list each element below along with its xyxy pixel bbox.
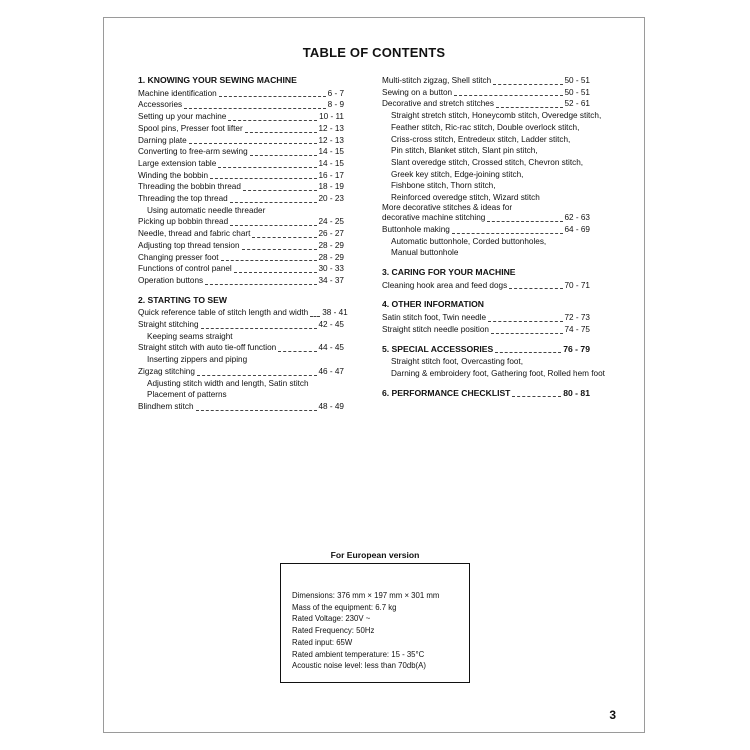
toc-entry (138, 123, 344, 135)
toc-sub-entry: Keeping seams straight (147, 331, 233, 341)
leader-dots (245, 132, 317, 133)
toc-entry-label: Threading the bobbin thread (138, 182, 241, 192)
section-heading: 3. CARING FOR YOUR MACHINE (382, 267, 516, 278)
toc-entry-label: Satin stitch foot, Twin needle (382, 313, 487, 323)
toc-sub-entry: Using automatic needle threader (147, 205, 266, 215)
european-specs-box (280, 563, 470, 683)
toc-entry-pages: 12 - 13 (318, 123, 344, 133)
toc-entry-pages: 20 - 23 (318, 194, 344, 204)
toc-entry-pages: 62 - 63 (564, 213, 590, 223)
toc-entry (138, 88, 344, 100)
toc-entry-pages: 8 - 9 (327, 100, 344, 110)
toc-sub-entry: Automatic buttonhole, Corded buttonholes, (391, 236, 547, 246)
toc-entry (138, 170, 344, 182)
toc-entry-label: Blindhem stitch (138, 401, 194, 411)
toc-sub-entry: Feather stitch, Ric-rac stitch, Double overlock stitch, (391, 122, 580, 132)
leader-dots (228, 120, 317, 121)
toc-entry-label: Straight stitching (138, 320, 199, 330)
toc-entry-pages: 6 - 7 (327, 88, 344, 98)
toc-entry-label: Buttonhole making (382, 224, 450, 234)
section-heading (382, 344, 590, 356)
toc-sub-entry: Manual buttonhole (391, 248, 459, 258)
leader-dots (509, 288, 562, 289)
toc-entry-label: Needle, thread and fabric chart (138, 229, 251, 239)
toc-sub-entry: Greek key stitch, Edge-joining stitch, (391, 169, 524, 179)
toc-entry (138, 319, 344, 331)
toc-entry-label: Winding the bobbin (138, 170, 209, 180)
toc-entry-label: Operation buttons (138, 275, 204, 285)
leader-dots (250, 155, 317, 156)
leader-dots (491, 333, 563, 334)
toc-entry-label: Picking up bobbin thread (138, 217, 229, 227)
toc-entry-label: Setting up your machine (138, 112, 227, 122)
toc-entry-pages: 28 - 29 (318, 240, 344, 250)
toc-entry (382, 324, 590, 336)
toc-entry (138, 366, 344, 378)
toc-entry-label: More decorative stitches & ideas for (382, 202, 513, 212)
leader-dots (196, 410, 317, 411)
leader-dots (189, 143, 317, 144)
leader-dots (512, 396, 561, 397)
spec-line: Rated Frequency: 50Hz (292, 626, 375, 636)
toc-entry (382, 280, 590, 292)
toc-entry-label: Straight stitch needle position (382, 324, 489, 334)
toc-entry-pages: 30 - 33 (318, 264, 344, 274)
toc-entry-pages: 48 - 49 (318, 401, 344, 411)
toc-entry-pages: 72 - 73 (564, 313, 590, 323)
leader-dots (487, 221, 562, 222)
european-version-title: For European version (330, 550, 420, 560)
leader-dots (452, 233, 563, 234)
leader-dots (218, 167, 316, 168)
toc-entry (138, 193, 344, 205)
toc-entry-pages: 38 - 41 (322, 308, 348, 318)
spec-line: Mass of the equipment: 6.7 kg (292, 602, 397, 612)
toc-entry-pages: 70 - 71 (564, 280, 590, 290)
leader-dots (278, 351, 316, 352)
page-number: 3 (609, 708, 616, 722)
toc-sub-entry: Straight stitch foot, Overcasting foot, (391, 357, 523, 367)
toc-entry (138, 99, 344, 111)
toc-entry-label: Zigzag stitching (138, 366, 195, 376)
spec-line: Rated Voltage: 230V ~ (292, 614, 371, 624)
toc-entry-label: Sewing on a button (382, 87, 453, 97)
toc-sub-entry: Darning & embroidery foot, Gathering foot, Rolled hem foot (391, 368, 605, 378)
leader-dots (243, 190, 317, 191)
section-heading: 1. KNOWING YOUR SEWING MACHINE (138, 75, 297, 85)
section-heading: 2. STARTING TO SEW (138, 294, 227, 305)
toc-entry-label: Multi-stitch zigzag, Shell stitch (382, 76, 492, 85)
leader-dots (197, 375, 317, 376)
toc-entry-label: Straight stitch with auto tie-off function (138, 343, 277, 353)
toc-entry-pages: 46 - 47 (318, 366, 344, 376)
toc-entry (138, 307, 348, 319)
leader-dots (219, 96, 326, 97)
leader-dots (184, 108, 325, 109)
leader-dots (205, 284, 316, 285)
toc-entry (138, 252, 344, 264)
toc-entry-label: Changing presser foot (138, 252, 219, 262)
toc-right-column (382, 75, 605, 400)
section-heading-pages: 76 - 79 (563, 343, 590, 354)
toc-entry-label: Converting to free-arm sewing (138, 147, 248, 157)
toc-entry (382, 312, 590, 324)
toc-entry-pages: 12 - 13 (318, 135, 344, 145)
toc-entry-pages: 18 - 19 (318, 182, 344, 192)
toc-entry-label: Large extension table (138, 158, 217, 168)
leader-dots (252, 237, 316, 238)
leader-dots (454, 95, 562, 96)
toc-sub-entry: Placement of patterns (147, 390, 227, 400)
toc-entry-pages: 64 - 69 (564, 224, 590, 234)
section-heading-label: 6. PERFORMANCE CHECKLIST (382, 387, 511, 398)
toc-sub-entry: Adjusting stitch width and length, Satin stitch (147, 378, 309, 388)
leader-dots (230, 202, 317, 203)
toc-sub-entry: Pin stitch, Blanket stitch, Slant pin stitch, (391, 146, 538, 156)
toc-entry-label: Cleaning hook area and feed dogs (382, 280, 508, 290)
toc-entry-pages: 24 - 25 (318, 217, 344, 227)
leader-dots (201, 328, 317, 329)
toc-entry-pages: 26 - 27 (318, 229, 344, 239)
toc-sub-entry: Inserting zippers and piping (147, 355, 248, 365)
toc-sub-entry: Reinforced overedge stitch, Wizard stitch (391, 193, 540, 203)
toc-entry (138, 240, 344, 252)
toc-sub-entry: Criss-cross stitch, Entredeux stitch, Ladder stitch, (391, 134, 571, 144)
toc-entry-pages: 42 - 45 (318, 320, 344, 330)
toc-entry (138, 216, 344, 228)
toc-entry-pages: 14 - 15 (318, 158, 344, 168)
toc-entry-pages: 50 - 51 (564, 76, 590, 85)
leader-dots (210, 178, 316, 179)
toc-sub-entry: Straight stretch stitch, Honeycomb stitch, Overedge stitch, (391, 111, 602, 121)
leader-dots (310, 316, 320, 317)
toc-entry-label: Decorative and stretch stitches (382, 99, 494, 109)
leader-dots (221, 260, 317, 261)
toc-entry (138, 111, 344, 123)
toc-entry (382, 75, 590, 87)
section-heading-pages: 80 - 81 (563, 387, 590, 398)
toc-entry (138, 342, 344, 354)
toc-entry-label: decorative machine stitching (382, 213, 486, 223)
toc-entry-label: Quick reference table of stitch length and width (138, 308, 309, 318)
section-heading-label: 5. SPECIAL ACCESSORIES (382, 343, 494, 354)
toc-entry (382, 212, 590, 224)
toc-entry-label: Darning plate (138, 135, 187, 145)
toc-entry-pages: 10 - 11 (319, 112, 344, 122)
leader-dots (493, 84, 562, 85)
toc-entry-pages: 34 - 37 (318, 275, 344, 285)
toc-entry (138, 263, 344, 275)
spec-line: Acoustic noise level: less than 70db(A) (292, 661, 426, 671)
page-title: TABLE OF CONTENTS (302, 45, 446, 60)
leader-dots (230, 225, 316, 226)
toc-entry (382, 87, 590, 99)
section-heading (382, 388, 590, 400)
toc-entry-label: Spool pins, Presser foot lifter (138, 123, 243, 133)
spec-line: Rated ambient temperature: 15 - 35°C (292, 649, 425, 659)
toc-entry-pages: 52 - 61 (564, 99, 590, 109)
section-heading: 4. OTHER INFORMATION (382, 299, 485, 310)
leader-dots (234, 272, 317, 273)
toc-entry-label: Functions of control panel (138, 264, 232, 274)
toc-entry-pages: 44 - 45 (318, 343, 344, 353)
toc-entry (138, 158, 344, 170)
toc-entry (138, 228, 344, 240)
toc-entry-pages: 16 - 17 (318, 170, 344, 180)
toc-sub-entry: Slant overedge stitch, Crossed stitch, Chevron stitch, (391, 157, 584, 167)
leader-dots (242, 249, 317, 250)
leader-dots (495, 352, 561, 353)
leader-dots (496, 107, 563, 108)
toc-entry-pages: 28 - 29 (318, 252, 344, 262)
toc-entry-label: Accessories (138, 100, 183, 110)
leader-dots (488, 321, 562, 322)
toc-entry (138, 135, 344, 147)
spec-line: Rated input: 65W (292, 637, 353, 647)
toc-entry-label: Threading the top thread (138, 194, 228, 204)
toc-entry-pages: 50 - 51 (564, 87, 590, 97)
toc-entry-pages: 14 - 15 (318, 147, 344, 157)
toc-entry-label: Adjusting top thread tension (138, 240, 240, 250)
toc-left-column (138, 75, 348, 413)
toc-entry (138, 146, 344, 158)
toc-sub-entry: Fishbone stitch, Thorn stitch, (391, 181, 496, 191)
toc-entry-pages: 74 - 75 (564, 324, 590, 334)
toc-entry (382, 98, 590, 110)
toc-entry (138, 181, 344, 193)
toc-entry (382, 224, 590, 236)
toc-entry (138, 275, 344, 287)
toc-entry-label: Machine identification (138, 88, 217, 98)
manual-page (103, 17, 645, 733)
toc-entry (138, 401, 344, 413)
spec-line: Dimensions: 376 mm × 197 mm × 301 mm (292, 591, 440, 600)
